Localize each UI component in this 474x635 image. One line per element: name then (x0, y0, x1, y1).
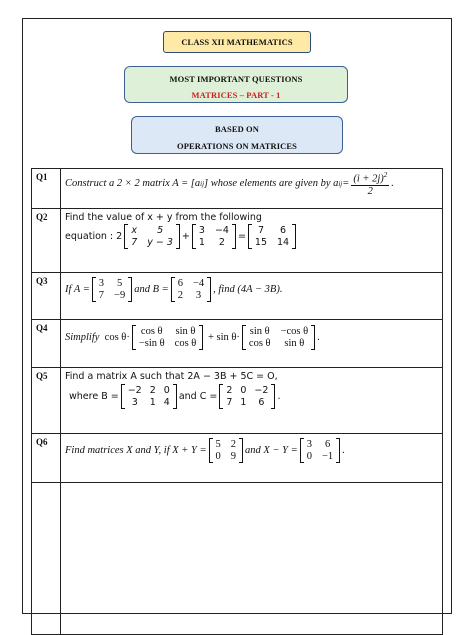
q1-sub1: ij (200, 179, 205, 188)
q2-matrix-3 (248, 224, 296, 249)
matrix-cell: −cos θ (280, 326, 309, 337)
matrix-cell: 7 (98, 290, 105, 301)
matrix-cell: 0 (306, 451, 312, 462)
matrix-cell: −2 (254, 385, 269, 396)
q2-matrix-1 (124, 224, 180, 249)
matrix-cell: 14 (277, 237, 290, 248)
q1-text4: . (391, 178, 394, 190)
q3-text1: If A = (65, 284, 90, 295)
matrix-cell: 2 (230, 439, 237, 450)
q5-matrix-c (219, 384, 275, 409)
matrix-cell: 3 (306, 439, 312, 450)
q5-text1: where B = (69, 391, 119, 402)
q1-fraction (351, 171, 389, 197)
matrix-cell: 5 (215, 439, 221, 450)
question-row (32, 434, 443, 483)
question-number: Q2 (32, 209, 61, 273)
q3-matrix-b (171, 277, 211, 302)
q1-frac-den: 2 (367, 185, 373, 197)
q1-text2: ] whose elements are given by a (204, 178, 339, 190)
q5-matrix-b (121, 384, 177, 409)
q2-matrix-2 (192, 224, 236, 249)
q4-matrix-2 (242, 325, 315, 350)
q2-line1: Find the value of x + y from the following (65, 212, 262, 223)
matrix-cell: −4 (192, 278, 205, 289)
matrix-cell: 0 (215, 451, 221, 462)
q6-text2: and X − Y = (245, 445, 298, 456)
matrix-cell: 1 (240, 397, 247, 408)
question-content (61, 273, 443, 320)
matrix-cell: 7 (226, 397, 233, 408)
question-content (61, 434, 443, 483)
matrix-cell: y − 3 (147, 237, 173, 248)
matrix-cell: 9 (230, 451, 237, 462)
q1-text1: Construct a 2 × 2 matrix A = [a (65, 178, 201, 190)
subtopic-line2: OPERATIONS ON MATRICES (177, 141, 297, 151)
matrix-cell: 3 (198, 225, 205, 236)
q4-text2: cos θ· (104, 332, 130, 343)
topic-line2: MATRICES – PART - 1 (191, 90, 281, 100)
q4-text1: Simplify (65, 332, 100, 343)
matrix-cell: 3 (131, 397, 138, 408)
question-content (61, 320, 443, 368)
matrix-cell: 2 (149, 385, 156, 396)
question-number: Q3 (32, 273, 61, 320)
matrix-cell: −sin θ (138, 338, 165, 349)
question-row (32, 169, 443, 209)
empty-content-cell (61, 483, 443, 635)
matrix-cell: 7 (131, 237, 138, 248)
class-title: CLASS XII MATHEMATICS (181, 37, 293, 47)
q6-text1: Find matrices X and Y, if X + Y = (65, 445, 207, 456)
matrix-cell: sin θ (175, 326, 196, 337)
question-row (32, 368, 443, 434)
matrix-cell: 6 (258, 397, 265, 408)
matrix-cell: sin θ (249, 326, 270, 337)
q3-text2: and B = (134, 284, 169, 295)
subtopic-line1: BASED ON (214, 124, 260, 134)
matrix-cell: −2 (127, 385, 142, 396)
question-row (32, 209, 443, 273)
question-content (61, 368, 443, 434)
matrix-cell: 2 (218, 237, 225, 248)
questions-table (31, 168, 443, 635)
question-row (32, 273, 443, 320)
matrix-cell: −4 (214, 225, 229, 236)
matrix-cell: sin θ (284, 338, 305, 349)
topic-box (124, 66, 348, 103)
question-content (61, 169, 443, 209)
q3-matrix-a (92, 277, 132, 302)
matrix-cell: x (131, 225, 138, 236)
question-number: Q4 (32, 320, 61, 368)
matrix-cell: 4 (163, 397, 170, 408)
empty-row (32, 483, 443, 635)
matrix-cell: 3 (195, 290, 202, 301)
q2-op2: = (237, 231, 246, 242)
matrix-cell: cos θ (248, 338, 271, 349)
matrix-cell: 3 (98, 278, 105, 289)
q4-text5: . (317, 332, 320, 343)
q4-matrix-1 (132, 325, 204, 350)
matrix-cell: 1 (149, 397, 156, 408)
matrix-cell: 2 (177, 290, 183, 301)
matrix-cell: 0 (163, 385, 170, 396)
class-title-box (163, 31, 311, 53)
matrix-cell: 6 (324, 439, 331, 450)
q2-op1: + (181, 231, 190, 242)
q1-sub2: ij (338, 179, 343, 188)
q5-line1: Find a matrix A such that 2A − 3B + 5C = O, (65, 371, 278, 382)
matrix-cell: 6 (280, 225, 287, 236)
question-number: Q1 (32, 169, 61, 209)
question-number: Q5 (32, 368, 61, 434)
matrix-cell: 5 (157, 225, 164, 236)
q1-frac-sup: 2 (383, 171, 388, 179)
q6-matrix-2 (300, 438, 340, 463)
q3-text3: , find (4A − 3B). (213, 284, 283, 295)
matrix-cell: cos θ (140, 326, 163, 337)
q6-matrix-1 (209, 438, 244, 463)
empty-number-cell (32, 483, 61, 635)
matrix-cell: −9 (114, 290, 126, 301)
matrix-cell: 0 (240, 385, 247, 396)
question-row (32, 320, 443, 368)
matrix-cell: 6 (177, 278, 183, 289)
subtopic-box (131, 116, 343, 154)
matrix-cell: cos θ (174, 338, 197, 349)
q1-frac-num: (i + 2j) (353, 173, 384, 185)
q5-text3: . (277, 391, 281, 402)
matrix-cell: 5 (117, 278, 123, 289)
q4-text4: sin θ· (216, 332, 240, 343)
question-number: Q6 (32, 434, 61, 483)
matrix-cell: −1 (321, 451, 334, 462)
q6-text3: . (342, 445, 345, 456)
matrix-cell: 1 (198, 237, 205, 248)
q2-eq-label: equation : 2 (65, 231, 123, 242)
matrix-cell: 7 (257, 225, 264, 236)
matrix-cell: 15 (254, 237, 268, 248)
topic-line1: MOST IMPORTANT QUESTIONS (169, 74, 303, 84)
q4-plus: + (207, 332, 214, 343)
matrix-cell: 2 (226, 385, 233, 396)
q1-text3: = (342, 178, 350, 190)
q5-text2: and C = (178, 391, 218, 402)
question-content (61, 209, 443, 273)
